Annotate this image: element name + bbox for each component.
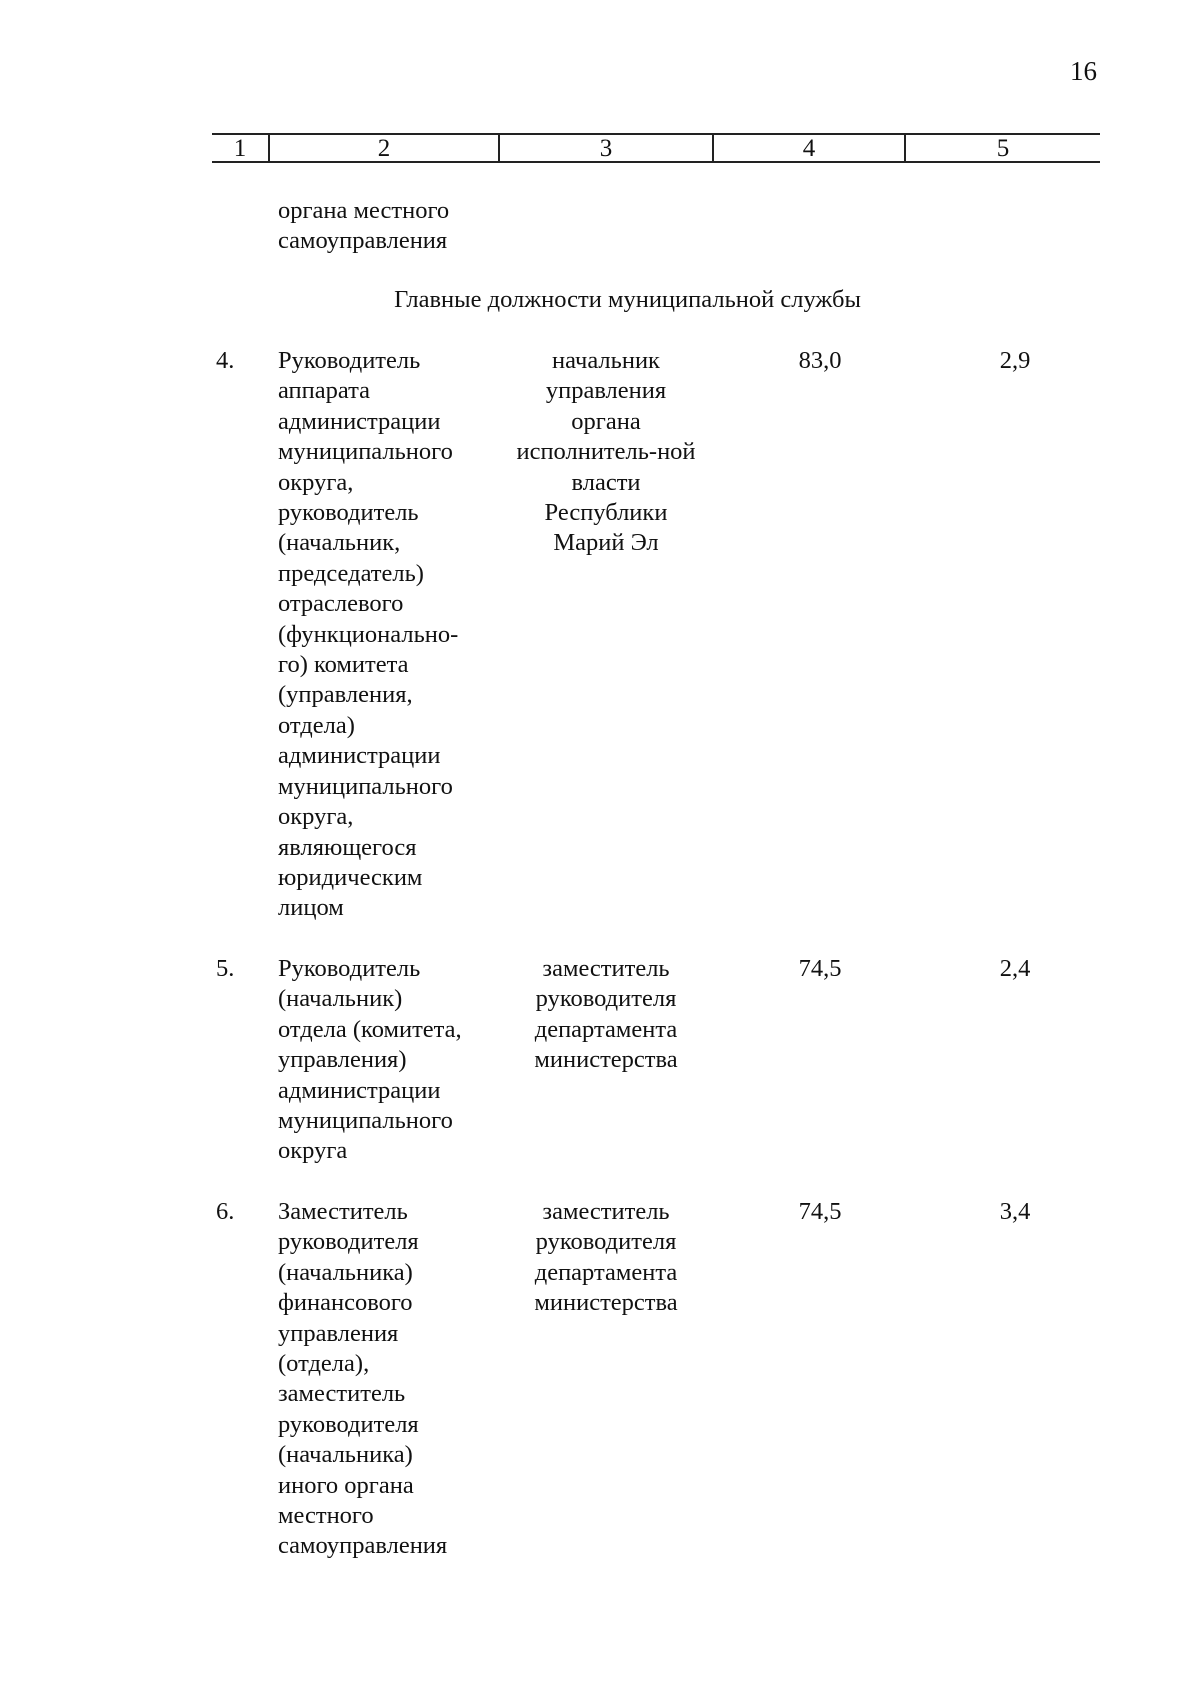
section-title: Главные должности муниципальной службы bbox=[394, 286, 861, 313]
position-title: Заместитель руководителя (начальника) финансового управления (отдела), заместитель руководителя (начальника) иного органа местного самоуправления bbox=[278, 1198, 448, 1560]
position-title: Руководитель (начальник) отдела (комитета, управления) администрации муниципального округа bbox=[278, 955, 462, 1165]
equivalent-position: заместитель руководителя департамента министерства bbox=[534, 1198, 678, 1317]
page-number: 16 bbox=[1070, 56, 1097, 86]
column-header-4: 4 bbox=[714, 135, 906, 161]
row-number: 4. bbox=[216, 347, 235, 374]
position-title: Руководитель аппарата администрации муниципального округа, руководитель (начальник, председатель) отраслевого (функционально- го) комитета (управления, отдела) администрации муниципального округа, являющегося юридическим лицом bbox=[278, 347, 459, 922]
row-number: 6. bbox=[216, 1198, 235, 1225]
column-header-2: 2 bbox=[270, 135, 500, 161]
value-column-4: 74,5 bbox=[798, 955, 842, 982]
value-column-4: 74,5 bbox=[798, 1198, 842, 1225]
value-column-5: 2,4 bbox=[999, 955, 1031, 982]
column-header-1: 1 bbox=[212, 135, 270, 161]
equivalent-position: начальник управления органа исполнитель-ной власти Республики Марий Эл bbox=[516, 347, 696, 557]
column-header-3: 3 bbox=[500, 135, 714, 161]
value-column-5: 2,9 bbox=[999, 347, 1031, 374]
column-header-5: 5 bbox=[996, 134, 1010, 162]
value-column-5: 3,4 bbox=[999, 1198, 1031, 1225]
equivalent-position: заместитель руководителя департамента министерства bbox=[534, 955, 678, 1074]
row-number: 5. bbox=[216, 955, 235, 982]
value-column-4: 83,0 bbox=[798, 347, 842, 374]
continuation-position-text: органа местного самоуправления bbox=[278, 197, 450, 255]
table-column-header-row bbox=[212, 133, 1100, 163]
